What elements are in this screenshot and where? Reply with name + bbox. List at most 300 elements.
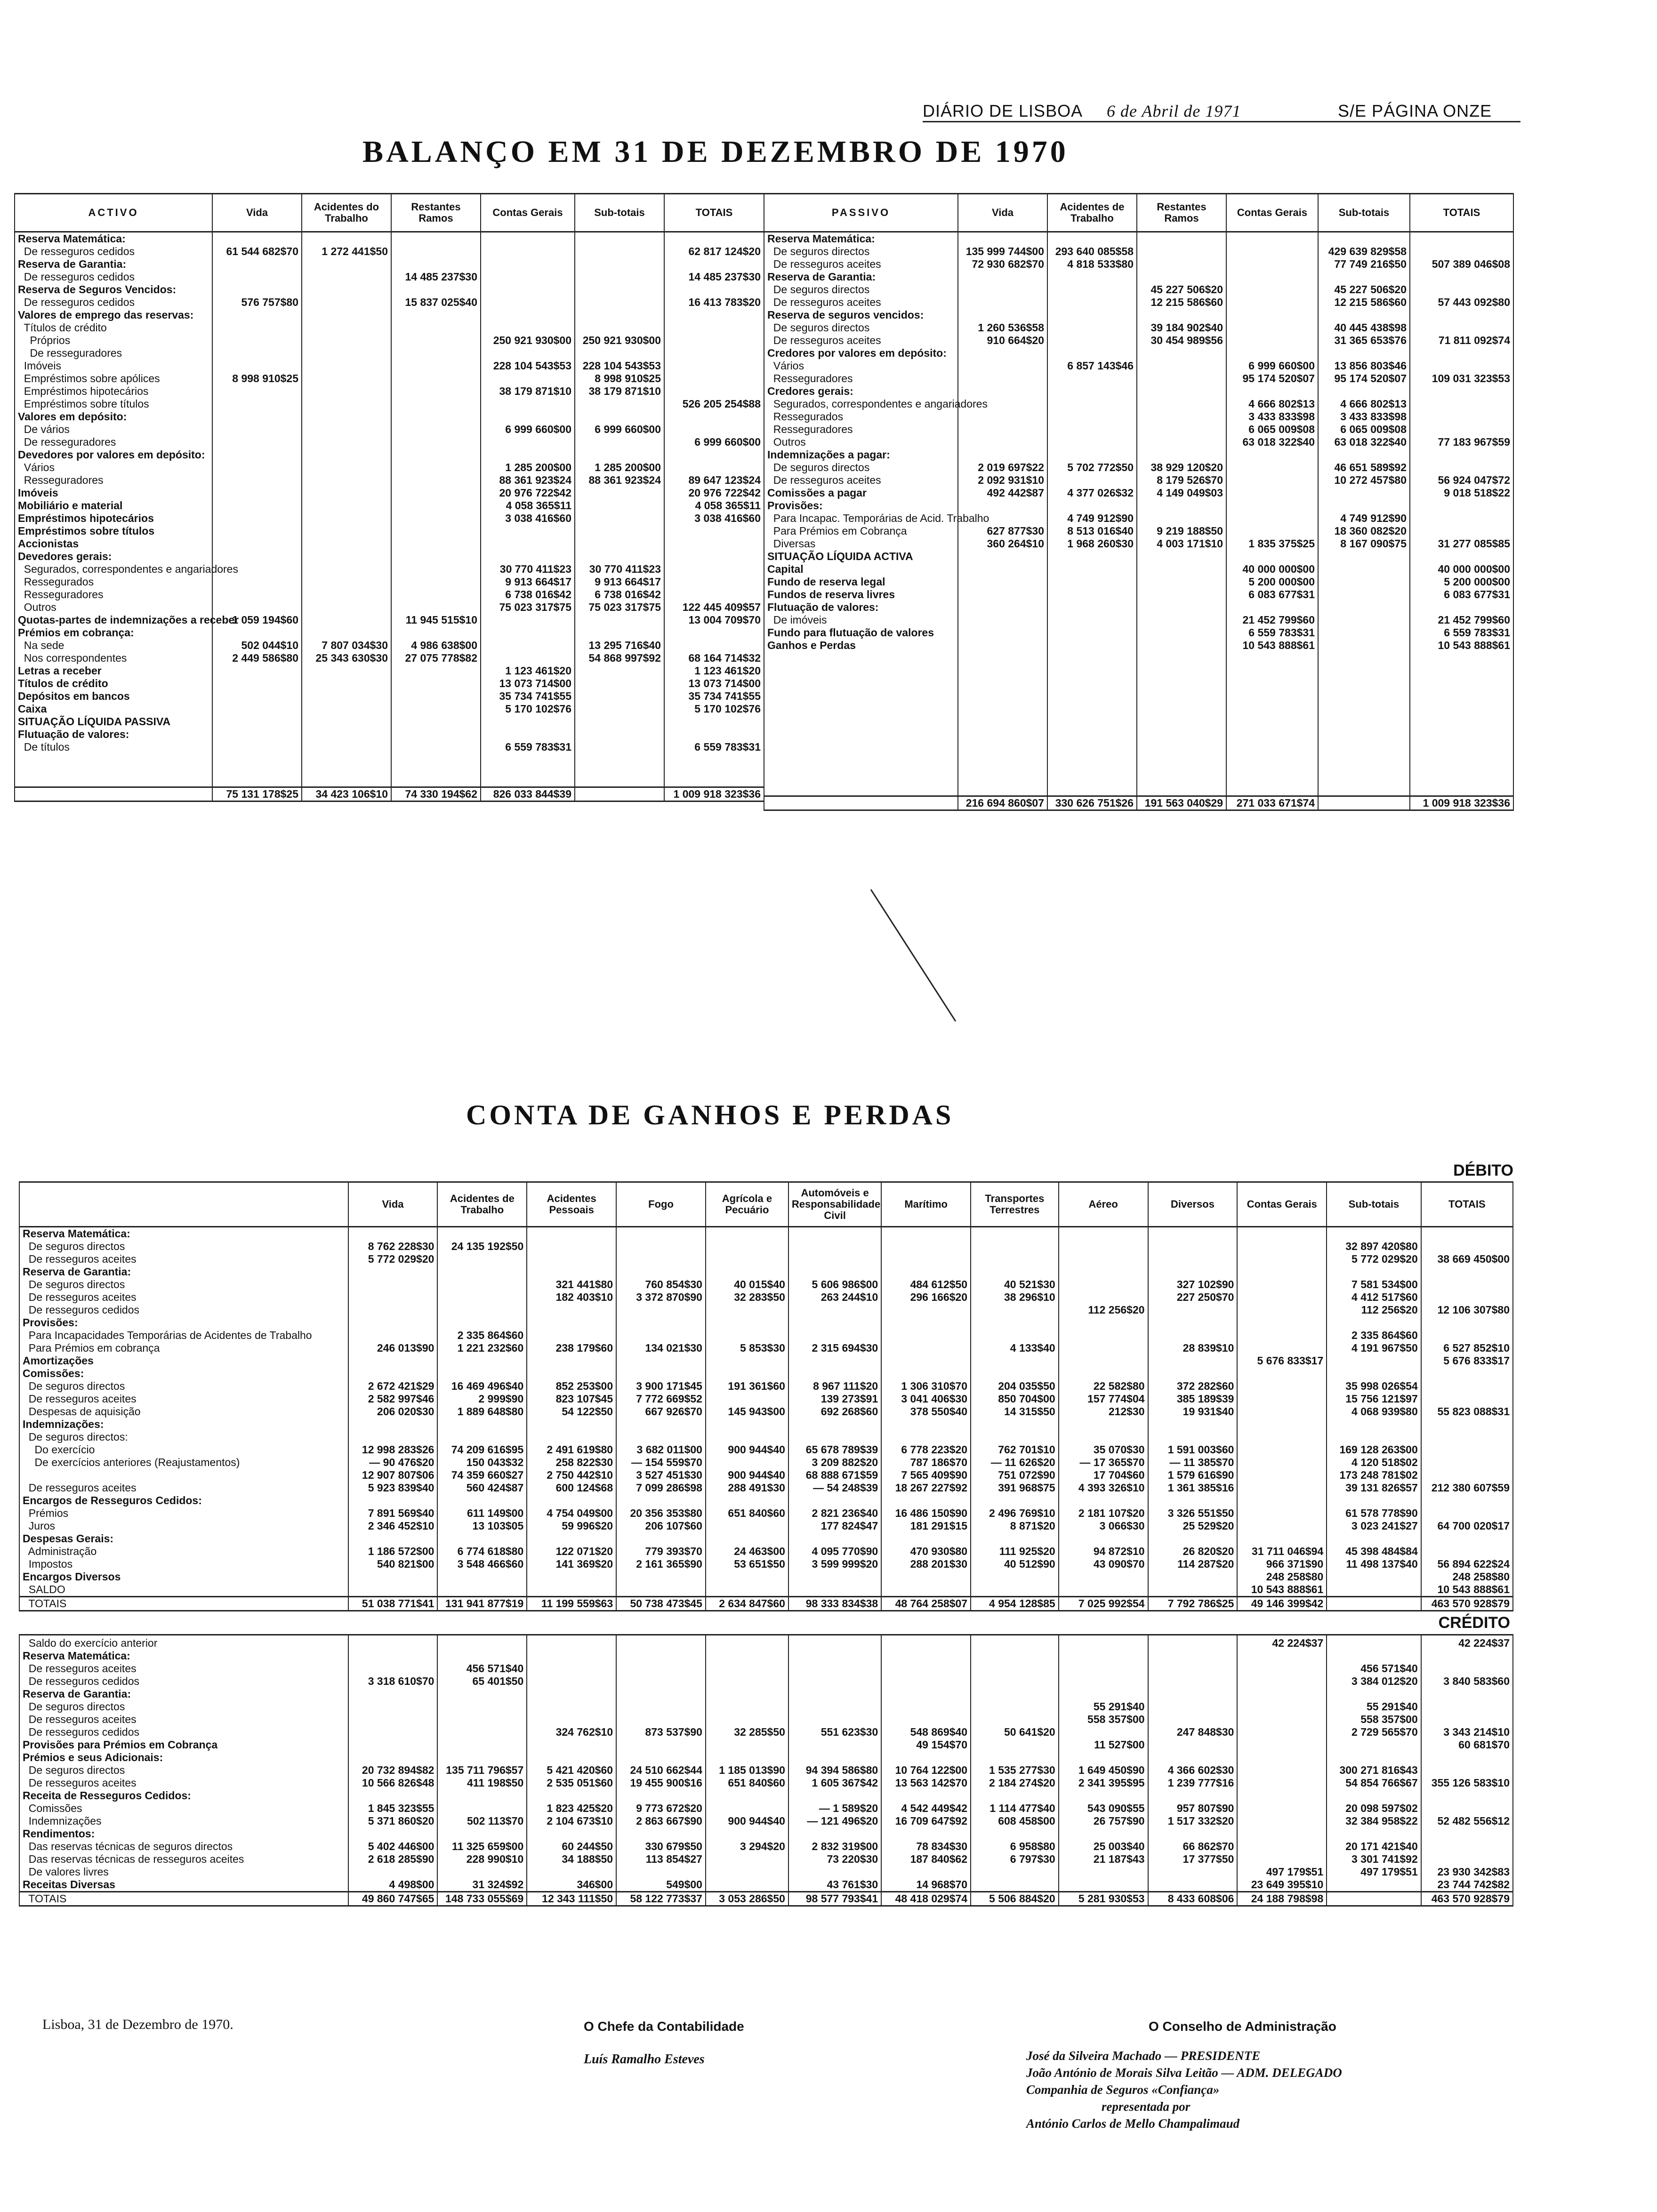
debito-cell	[1148, 1253, 1238, 1266]
passivo-cell: 8 179 526$70	[1137, 474, 1226, 487]
credito-cell	[616, 1751, 706, 1764]
debito-cell: 4 754 049$00	[527, 1507, 616, 1520]
activo-cell	[575, 665, 664, 677]
credito-cell	[881, 1751, 971, 1764]
activo-cell: 4 058 365$11	[664, 499, 764, 512]
passivo-col-header: Acidentes de Trabalho	[1047, 194, 1137, 232]
activo-cell	[664, 347, 764, 360]
debito-cell	[348, 1494, 438, 1507]
debito-cell: 177 824$47	[788, 1520, 881, 1532]
credito-cell	[881, 1650, 971, 1662]
activo-cell	[481, 321, 575, 334]
activo-cell: 88 361 923$24	[481, 474, 575, 487]
credito-cell	[437, 1866, 527, 1878]
debito-cell	[881, 1583, 971, 1597]
activo-col-header: Contas Gerais	[481, 194, 575, 232]
activo-cell	[481, 398, 575, 410]
passivo-cell	[958, 309, 1047, 321]
debito-cell	[1059, 1571, 1148, 1583]
debito-cell	[1059, 1354, 1148, 1367]
debito-cell: 2 181 107$20	[1059, 1507, 1148, 1520]
credito-cell	[1421, 1840, 1513, 1853]
activo-row	[15, 410, 764, 423]
activo-row	[15, 537, 764, 550]
debito-cell: 6 778 223$20	[881, 1443, 971, 1456]
credito-row-label: Reserva Matemática:	[19, 1650, 348, 1662]
debito-total-cell	[1327, 1597, 1421, 1611]
passivo-cell	[1318, 626, 1410, 639]
credito-row-label: De resseguros aceites	[19, 1662, 348, 1675]
passivo-cell	[1410, 423, 1513, 436]
debito-cell	[1421, 1469, 1513, 1482]
debito-cell: 206 020$30	[348, 1405, 438, 1418]
filler-cell	[1047, 652, 1137, 796]
activo-row-label: SITUAÇÃO LÍQUIDA PASSIVA	[15, 715, 212, 728]
credito-cell: 2 341 395$95	[1059, 1777, 1148, 1789]
credito-cell	[706, 1700, 788, 1713]
debito-cell	[1237, 1405, 1327, 1418]
passivo-cell: 5 200 000$00	[1226, 576, 1318, 588]
activo-cell	[481, 309, 575, 321]
credito-cell: 55 291$40	[1327, 1700, 1421, 1713]
debito-cell: 692 268$60	[788, 1405, 881, 1418]
activo-cell	[481, 296, 575, 309]
debito-row	[19, 1266, 1513, 1278]
credito-cell	[1327, 1650, 1421, 1662]
credito-cell: 20 732 894$82	[348, 1764, 438, 1777]
credito-cell: 10 764 122$00	[881, 1764, 971, 1777]
passivo-cell: 31 365 653$76	[1318, 334, 1410, 347]
debito-cell: 7 565 409$90	[881, 1469, 971, 1482]
credito-cell: 42 224$37	[1421, 1637, 1513, 1650]
credito-cell	[1059, 1637, 1148, 1650]
activo-cell	[391, 347, 481, 360]
activo-cell	[391, 474, 481, 487]
credito-cell: 1 649 450$90	[1059, 1764, 1148, 1777]
debito-cell	[881, 1316, 971, 1329]
credito-cell	[788, 1662, 881, 1675]
activo-cell	[302, 715, 391, 728]
activo-cell	[212, 703, 302, 715]
debito-cell: 900 944$40	[706, 1469, 788, 1482]
activo-cell	[391, 576, 481, 588]
debito-cell	[348, 1367, 438, 1380]
activo-row	[15, 321, 764, 334]
activo-cell	[391, 626, 481, 639]
activo-cell: 20 976 722$42	[481, 487, 575, 499]
credito-cell: 55 291$40	[1059, 1700, 1148, 1713]
passivo-cell: 3 433 833$98	[1226, 410, 1318, 423]
credito-cell	[1237, 1764, 1327, 1777]
credito-cell	[706, 1637, 788, 1650]
debito-cell	[1237, 1291, 1327, 1304]
activo-cell	[575, 410, 664, 423]
activo-row-label: Imóveis	[15, 487, 212, 499]
activo-cell	[481, 232, 575, 246]
debito-cell: 35 998 026$54	[1327, 1380, 1421, 1393]
debito-row-label: De seguros directos	[19, 1240, 348, 1253]
credito-cell	[527, 1688, 616, 1700]
passivo-row-label: Credores gerais:	[764, 385, 958, 398]
activo-cell	[302, 499, 391, 512]
debito-cell: 6 774 618$80	[437, 1545, 527, 1558]
debito-cell	[1421, 1507, 1513, 1520]
debito-cell	[437, 1431, 527, 1443]
debito-row-label: De resseguros aceites	[19, 1291, 348, 1304]
passivo-cell: 429 639 829$58	[1318, 245, 1410, 258]
debito-cell: 31 711 046$94	[1237, 1545, 1327, 1558]
credito-cell	[971, 1827, 1059, 1840]
activo-cell: 6 999 660$00	[575, 423, 664, 436]
activo-cell	[481, 436, 575, 449]
activo-cell	[302, 449, 391, 461]
activo-cell	[481, 715, 575, 728]
passivo-cell: 6 857 143$46	[1047, 360, 1137, 372]
debito-cell	[788, 1354, 881, 1367]
newspaper-name: DIÁRIO DE LISBOA	[923, 101, 1083, 120]
credito-cell: 6 797$30	[971, 1853, 1059, 1866]
credito-cell: 49 154$70	[881, 1739, 971, 1751]
activo-cell	[664, 385, 764, 398]
credito-cell	[527, 1739, 616, 1751]
activo-cell: 89 647 123$24	[664, 474, 764, 487]
credito-cell: 324 762$10	[527, 1726, 616, 1739]
credito-cell	[437, 1650, 527, 1662]
debito-cell	[1059, 1583, 1148, 1597]
credito-cell	[616, 1739, 706, 1751]
passivo-row	[764, 232, 1513, 246]
credito-cell	[616, 1827, 706, 1840]
debito-cell	[1148, 1316, 1238, 1329]
credito-cell: 2 832 319$00	[788, 1840, 881, 1853]
credito-cell	[1327, 1827, 1421, 1840]
passivo-cell: 1 968 260$30	[1047, 537, 1137, 550]
passivo-cell	[1047, 347, 1137, 360]
activo-cell	[575, 449, 664, 461]
credito-cell: 34 188$50	[527, 1853, 616, 1866]
debito-cell	[437, 1291, 527, 1304]
debito-cell	[788, 1583, 881, 1597]
activo-row-label: Resseguradores	[15, 588, 212, 601]
passivo-row	[764, 474, 1513, 487]
activo-cell	[212, 715, 302, 728]
passivo-cell: 31 277 085$85	[1410, 537, 1513, 550]
activo-cell	[575, 741, 664, 753]
passivo-cell	[1226, 474, 1318, 487]
debito-cell: 14 315$50	[971, 1405, 1059, 1418]
debito-cell: 5 606 986$00	[788, 1278, 881, 1291]
credito-cell	[788, 1751, 881, 1764]
passivo-row-label: Ressegurados	[764, 410, 958, 423]
credito-cell	[1148, 1878, 1238, 1892]
credito-row-label: Prémios e seus Adicionais:	[19, 1751, 348, 1764]
activo-cell	[391, 588, 481, 601]
passivo-cell	[1137, 410, 1226, 423]
activo-cell	[302, 360, 391, 372]
activo-cell: 8 998 910$25	[212, 372, 302, 385]
debito-cell	[348, 1316, 438, 1329]
activo-row-label: De resseguros cedidos	[15, 296, 212, 309]
credito-cell	[1421, 1650, 1513, 1662]
credito-cell: 497 179$51	[1327, 1866, 1421, 1878]
debito-row	[19, 1227, 1513, 1241]
credito-cell	[437, 1802, 527, 1815]
passivo-body	[764, 232, 1513, 810]
credito-cell	[348, 1650, 438, 1662]
activo-cell: 38 179 871$10	[575, 385, 664, 398]
credito-body	[19, 1635, 1513, 1906]
credito-cell	[971, 1700, 1059, 1713]
debito-cell: 54 122$50	[527, 1405, 616, 1418]
debito-row	[19, 1278, 1513, 1291]
passivo-row	[764, 309, 1513, 321]
debito-cell	[971, 1431, 1059, 1443]
debito-row-label	[19, 1469, 348, 1482]
debito-cell	[1148, 1532, 1238, 1545]
activo-cell	[302, 525, 391, 537]
filler-cell	[1318, 652, 1410, 796]
passivo-cell: 627 877$30	[958, 525, 1047, 537]
activo-row	[15, 728, 764, 741]
debito-cell	[706, 1583, 788, 1597]
activo-cell	[212, 410, 302, 423]
activo-cell	[391, 372, 481, 385]
debito-cell	[881, 1532, 971, 1545]
activo-cell	[212, 728, 302, 741]
debito-row-label: De seguros directos	[19, 1380, 348, 1393]
passivo-cell	[1047, 385, 1137, 398]
credito-total-cell: 98 577 793$41	[788, 1892, 881, 1906]
passivo-cell	[1047, 271, 1137, 283]
credito-cell: 300 271 816$43	[1327, 1764, 1421, 1777]
passivo-row	[764, 321, 1513, 334]
passivo-row	[764, 563, 1513, 576]
debito-cell	[527, 1316, 616, 1329]
activo-body	[15, 232, 764, 801]
passivo-cell	[958, 499, 1047, 512]
debito-row	[19, 1329, 1513, 1342]
debito-cell: 35 070$30	[1059, 1443, 1148, 1456]
activo-cell	[664, 715, 764, 728]
passivo-cell	[1226, 309, 1318, 321]
passivo-cell: 46 651 589$92	[1318, 461, 1410, 474]
passivo-cell	[1410, 512, 1513, 525]
debito-row-label: Despesas Gerais:	[19, 1532, 348, 1545]
filler-cell	[1137, 652, 1226, 796]
credito-cell: 50 641$20	[971, 1726, 1059, 1739]
activo-cell	[575, 232, 664, 246]
passivo-row-label: De seguros directos	[764, 461, 958, 474]
debito-cell	[1148, 1571, 1238, 1583]
passivo-row-label: De resseguros aceites	[764, 296, 958, 309]
debito-row	[19, 1418, 1513, 1431]
debito-cell: 38 296$10	[971, 1291, 1059, 1304]
passivo-row-label: Fundos de reserva livres	[764, 588, 958, 601]
activo-cell: 20 976 722$42	[664, 487, 764, 499]
activo-cell	[302, 703, 391, 715]
passivo-cell	[1047, 398, 1137, 410]
passivo-cell	[958, 601, 1047, 614]
passivo-row	[764, 436, 1513, 449]
activo-row-label: Empréstimos sobre apólices	[15, 372, 212, 385]
passivo-cell: 4 666 802$13	[1226, 398, 1318, 410]
debito-row	[19, 1571, 1513, 1583]
debito-cell: 248 258$80	[1237, 1571, 1327, 1583]
debito-cell: 5 676 833$17	[1421, 1354, 1513, 1367]
activo-cell	[391, 321, 481, 334]
activo-cell	[481, 525, 575, 537]
passivo-cell	[1410, 398, 1513, 410]
debito-cell	[971, 1354, 1059, 1367]
debito-cell	[1237, 1266, 1327, 1278]
debito-cell	[881, 1253, 971, 1266]
credito-cell	[1237, 1700, 1327, 1713]
activo-cell: 30 770 411$23	[575, 563, 664, 576]
passivo-row-label: Fundo de reserva legal	[764, 576, 958, 588]
activo-cell: 4 986 638$00	[391, 639, 481, 652]
credito-cell	[1421, 1764, 1513, 1777]
activo-cell: 5 170 102$76	[664, 703, 764, 715]
credito-cell	[881, 1700, 971, 1713]
activo-cell	[664, 626, 764, 639]
debito-cell	[788, 1494, 881, 1507]
credito-cell	[437, 1827, 527, 1840]
debito-cell	[788, 1431, 881, 1443]
debito-cell: 64 700 020$17	[1421, 1520, 1513, 1532]
credito-cell	[1237, 1650, 1327, 1662]
debito-cell	[706, 1532, 788, 1545]
credito-cell	[971, 1662, 1059, 1675]
activo-cell: 14 485 237$30	[391, 271, 481, 283]
activo-cell	[664, 410, 764, 423]
activo-cell	[212, 271, 302, 283]
passivo-row	[764, 334, 1513, 347]
credito-cell: 873 537$90	[616, 1726, 706, 1739]
activo-filler	[15, 753, 764, 787]
credito-cell	[1421, 1662, 1513, 1675]
activo-cell	[664, 258, 764, 271]
debito-cell: 3 527 451$30	[616, 1469, 706, 1482]
credito-cell	[1237, 1713, 1327, 1726]
activo-cell: 68 164 714$32	[664, 652, 764, 665]
passivo-cell	[1137, 512, 1226, 525]
debito-cell: 2 750 442$10	[527, 1469, 616, 1482]
debito-cell	[1237, 1278, 1327, 1291]
debito-cell	[616, 1532, 706, 1545]
activo-cell	[575, 690, 664, 703]
debito-cell: 74 359 660$27	[437, 1469, 527, 1482]
debito-cell: 288 491$30	[706, 1482, 788, 1494]
credito-cell	[971, 1739, 1059, 1751]
debito-cell	[616, 1494, 706, 1507]
credito-cell: 5 402 446$00	[348, 1840, 438, 1853]
activo-row-label: Accionistas	[15, 537, 212, 550]
activo-row-label: Reserva de Seguros Vencidos:	[15, 283, 212, 296]
passivo-row	[764, 296, 1513, 309]
debito-cell	[971, 1304, 1059, 1316]
debito-row-label: Indemnizações:	[19, 1418, 348, 1431]
activo-cell	[391, 258, 481, 271]
credito-cell: 558 357$00	[1059, 1713, 1148, 1726]
passivo-row	[764, 461, 1513, 474]
passivo-cell: 40 000 000$00	[1226, 563, 1318, 576]
activo-cell	[302, 410, 391, 423]
debito-cell	[1237, 1329, 1327, 1342]
credito-cell: 11 527$00	[1059, 1739, 1148, 1751]
activo-cell	[302, 550, 391, 563]
debito-row-label: Encargos Diversos	[19, 1571, 348, 1583]
debito-cell: 40 512$90	[971, 1558, 1059, 1571]
activo-cell	[575, 436, 664, 449]
credito-cell	[1327, 1637, 1421, 1650]
credito-cell: 900 944$40	[706, 1815, 788, 1827]
debito-cell	[348, 1354, 438, 1367]
passivo-col-header: Vida	[958, 194, 1047, 232]
passivo-row	[764, 550, 1513, 563]
passivo-cell	[1137, 550, 1226, 563]
debito-cell	[1148, 1583, 1238, 1597]
passivo-cell: 492 442$87	[958, 487, 1047, 499]
credito-cell: 23 930 342$83	[1421, 1866, 1513, 1878]
activo-col-header: Sub-totais	[575, 194, 664, 232]
credito-cell	[788, 1637, 881, 1650]
passivo-cell	[1047, 232, 1137, 246]
credito-row	[19, 1802, 1513, 1815]
filler-cell	[302, 753, 391, 787]
debito-cell	[971, 1227, 1059, 1241]
debito-cell: 2 999$90	[437, 1393, 527, 1405]
debito-cell: 157 774$04	[1059, 1393, 1148, 1405]
passivo-cell	[1137, 398, 1226, 410]
activo-cell	[302, 436, 391, 449]
debito-cell	[527, 1240, 616, 1253]
credito-cell	[1327, 1789, 1421, 1802]
passivo-cell	[958, 563, 1047, 576]
passivo-cell	[1410, 309, 1513, 321]
member-4: representada por	[1102, 2100, 1190, 2114]
credito-cell	[971, 1878, 1059, 1892]
passivo-cell	[1047, 639, 1137, 652]
debito-cell: 2 496 769$10	[971, 1507, 1059, 1520]
debito-row-label: Despesas de aquisição	[19, 1405, 348, 1418]
credito-cell	[1059, 1675, 1148, 1688]
credito-cell	[788, 1866, 881, 1878]
credito-cell	[1148, 1713, 1238, 1726]
debito-cell	[1421, 1227, 1513, 1241]
debito-cell	[348, 1291, 438, 1304]
debito-cell	[1059, 1342, 1148, 1354]
credito-cell	[706, 1675, 788, 1688]
debito-cell: 2 821 236$40	[788, 1507, 881, 1520]
debito-cell: 20 356 353$80	[616, 1507, 706, 1520]
activo-cell	[391, 715, 481, 728]
activo-cell	[212, 360, 302, 372]
debito-cell	[1237, 1253, 1327, 1266]
activo-cell	[481, 271, 575, 283]
credito-cell: 42 224$37	[1237, 1637, 1327, 1650]
passivo-cell: 6 083 677$31	[1226, 588, 1318, 601]
debito-cell	[1237, 1482, 1327, 1494]
activo-cell	[302, 487, 391, 499]
passivo-cell	[1318, 499, 1410, 512]
passivo-row-label: De seguros directos	[764, 245, 958, 258]
passivo-cell: 39 184 902$40	[1137, 321, 1226, 334]
debito-cell: 182 403$10	[527, 1291, 616, 1304]
gp-col-header: Automóveis e Responsabilidade Civil	[788, 1182, 881, 1227]
activo-cell	[302, 614, 391, 626]
passivo-row-label: Fundo para flutuação de valores	[764, 626, 958, 639]
debito-cell: 28 839$10	[1148, 1342, 1238, 1354]
